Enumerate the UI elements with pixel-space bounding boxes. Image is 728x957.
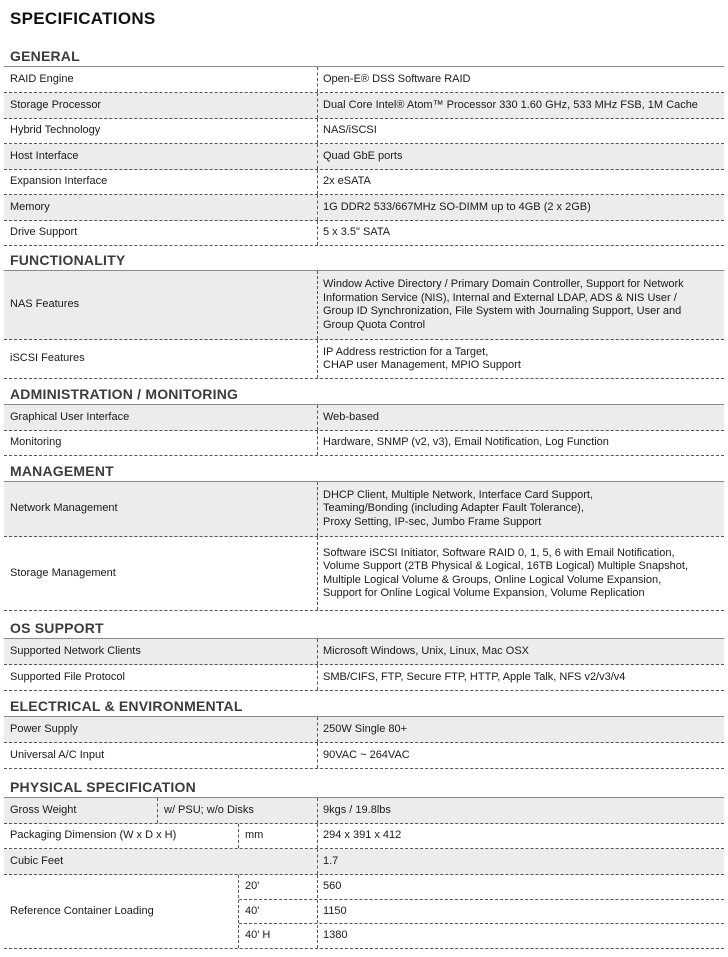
spec-row-graphical-user-interface bbox=[4, 405, 724, 431]
spec-row-nas-features bbox=[4, 271, 724, 340]
spec-unit: mm bbox=[245, 829, 264, 842]
spec-value: Open-E® DSS Software RAID bbox=[323, 72, 471, 85]
spec-label: Monitoring bbox=[10, 436, 62, 449]
spec-value-line: Group ID Synchronization, File System with Journaling Support, User and bbox=[323, 305, 682, 317]
spec-label: NAS Features bbox=[10, 298, 80, 311]
spec-value: 250W Single 80+ bbox=[323, 722, 408, 735]
container-value: 560 bbox=[323, 880, 342, 893]
spec-value: Hardware, SNMP (v2, v3), Email Notification, Log Function bbox=[323, 436, 609, 449]
section-general bbox=[4, 44, 724, 67]
spec-label: Packaging Dimension (W x D x H) bbox=[10, 829, 177, 842]
spec-value bbox=[317, 537, 724, 610]
spec-row-gross-weight bbox=[4, 798, 724, 824]
spec-row-cubic-feet bbox=[4, 849, 724, 875]
spec-label: Network Management bbox=[10, 502, 118, 515]
spec-value-line: Information Service (NIS), Internal and External LDAP, ADS & NIS User / bbox=[323, 291, 677, 304]
spec-value-line: Teaming/Bonding (including Adapter Fault Tolerance), bbox=[323, 502, 584, 515]
spec-value-line: Multiple Logical Volume & Groups, Online Logical Volume Expansion, bbox=[323, 573, 662, 586]
spec-value: Microsoft Windows, Unix, Linux, Mac OSX bbox=[323, 644, 530, 657]
section-electrical bbox=[4, 693, 724, 717]
spec-value: Quad GbE ports bbox=[323, 149, 403, 162]
section-title: OS SUPPORT bbox=[10, 620, 104, 636]
spec-row-storage-processor bbox=[4, 93, 724, 119]
spec-label: Supported File Protocol bbox=[10, 670, 125, 683]
spec-value: SMB/CIFS, FTP, Secure FTP, HTTP, Apple Talk, NFS v2/v3/v4 bbox=[323, 670, 626, 683]
container-subrow bbox=[239, 875, 724, 900]
spec-row-supported-network-clients bbox=[4, 639, 724, 665]
section-functionality bbox=[4, 248, 724, 271]
spec-value-line: Volume Support (2TB Physical & Logical, 16TB Logical) Multiple Snapshot, bbox=[323, 560, 689, 572]
section-title: MANAGEMENT bbox=[10, 463, 114, 479]
spec-value: 9kgs / 19.8lbs bbox=[323, 803, 391, 816]
spec-value: 1G DDR2 533/667MHz SO-DIMM up to 4GB (2 x 2GB) bbox=[323, 200, 591, 213]
spec-value-line: Proxy Setting, IP-sec, Jumbo Frame Support bbox=[323, 515, 542, 528]
spec-value: Dual Core Intel® Atom™ Processor 330 1.60 GHz, 533 MHz FSB, 1M Cache bbox=[323, 98, 698, 111]
spec-row-drive-support bbox=[4, 221, 724, 246]
spec-row-host-interface bbox=[4, 144, 724, 170]
spec-label: Power Supply bbox=[10, 722, 78, 735]
container-subrow bbox=[239, 900, 724, 924]
spec-row-supported-file-protocol bbox=[4, 665, 724, 691]
spec-label: RAID Engine bbox=[10, 72, 74, 85]
spec-value: 5 x 3.5" SATA bbox=[323, 226, 391, 239]
spec-label: Host Interface bbox=[10, 149, 79, 162]
spec-row-raid-engine bbox=[4, 67, 724, 93]
spec-label: Drive Support bbox=[10, 226, 78, 239]
spec-label: Gross Weight bbox=[10, 803, 77, 816]
spec-value: 1.7 bbox=[323, 854, 339, 867]
spec-value-line: Software iSCSI Initiator, Software RAID 0, 1, 5, 6 with Email Notification, bbox=[323, 546, 675, 559]
spec-row-iscsi-features bbox=[4, 340, 724, 379]
spec-label: Universal A/C Input bbox=[10, 748, 105, 761]
spec-label: Memory bbox=[10, 200, 50, 213]
section-os-support bbox=[4, 614, 724, 639]
spec-value: 90VAC ~ 264VAC bbox=[323, 748, 410, 761]
spec-row-universal-ac-input bbox=[4, 743, 724, 769]
spec-value-line: Group Quota Control bbox=[323, 318, 426, 331]
spec-qualifier: w/ PSU; w/o Disks bbox=[164, 803, 254, 816]
section-title: ELECTRICAL & ENVIRONMENTAL bbox=[10, 698, 243, 714]
container-subrow bbox=[239, 924, 724, 948]
spec-label: Storage Management bbox=[10, 566, 116, 579]
spec-value: Web-based bbox=[323, 410, 380, 423]
spec-row-expansion-interface bbox=[4, 170, 724, 195]
spec-row-container-loading bbox=[4, 875, 724, 949]
section-title: GENERAL bbox=[10, 48, 80, 64]
spec-row-storage-management bbox=[4, 537, 724, 611]
container-size: 40' bbox=[245, 904, 260, 917]
page-title: SPECIFICATIONS bbox=[10, 9, 156, 28]
spec-row-monitoring bbox=[4, 431, 724, 456]
spec-row-power-supply bbox=[4, 717, 724, 743]
section-physical bbox=[4, 773, 724, 798]
spec-value-line: Window Active Directory / Primary Domain Controller, Support for Network bbox=[323, 278, 684, 290]
spec-label: Hybrid Technology bbox=[10, 124, 101, 137]
spec-value-line: Support for Online Logical Volume Expansion, Volume Replication bbox=[323, 587, 645, 599]
container-size: 20' bbox=[245, 880, 260, 893]
container-value: 1150 bbox=[323, 904, 347, 917]
spec-value: NAS/iSCSI bbox=[323, 124, 377, 137]
spec-row-memory bbox=[4, 195, 724, 221]
spec-value-line: IP Address restriction for a Target, bbox=[323, 345, 489, 358]
spec-label: Expansion Interface bbox=[10, 175, 108, 188]
spec-value bbox=[317, 340, 724, 378]
spec-value: 2x eSATA bbox=[323, 175, 371, 188]
spec-value bbox=[317, 482, 724, 536]
section-title: FUNCTIONALITY bbox=[10, 252, 126, 268]
spec-value-line: DHCP Client, Multiple Network, Interface Card Support, bbox=[323, 488, 594, 501]
spec-row-network-management bbox=[4, 482, 724, 537]
section-management bbox=[4, 458, 724, 482]
spec-label: Storage Processor bbox=[10, 98, 102, 111]
spec-value: 294 x 391 x 412 bbox=[323, 829, 402, 842]
spec-label: iSCSI Features bbox=[10, 352, 85, 365]
spec-row-hybrid-technology bbox=[4, 119, 724, 144]
spec-row-packaging-dimension bbox=[4, 824, 724, 849]
spec-value-line: CHAP user Management, MPIO Support bbox=[323, 359, 521, 371]
spec-value bbox=[317, 271, 724, 339]
section-administration bbox=[4, 381, 724, 405]
section-title: PHYSICAL SPECIFICATION bbox=[10, 779, 196, 795]
container-value: 1380 bbox=[323, 929, 348, 942]
section-title: ADMINISTRATION / MONITORING bbox=[10, 386, 239, 402]
spec-label: Reference Container Loading bbox=[10, 904, 154, 917]
spec-label: Cubic Feet bbox=[10, 854, 64, 867]
container-size: 40' H bbox=[245, 929, 271, 942]
spec-label: Supported Network Clients bbox=[10, 644, 141, 657]
spec-label: Graphical User Interface bbox=[10, 410, 130, 423]
